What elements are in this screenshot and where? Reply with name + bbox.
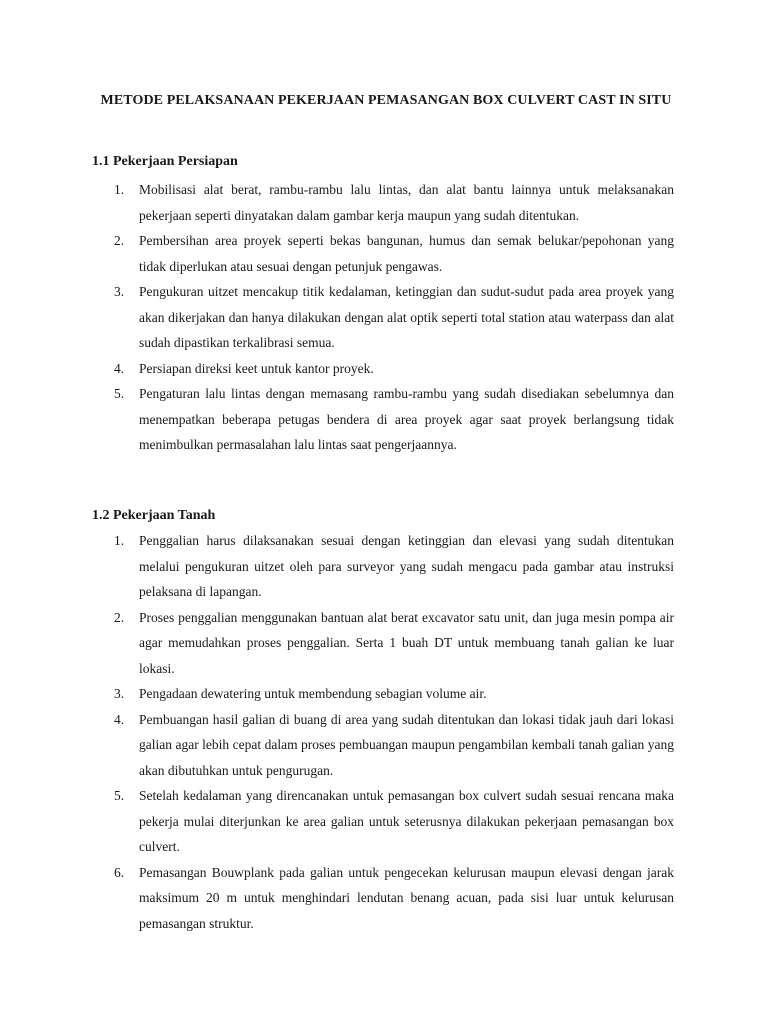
list-item-number: 2. [114, 233, 125, 248]
list-item-text: Proses penggalian menggunakan bantuan alat berat excavator satu unit, dan juga mesin pompa air agar memudahkan proses penggalian. Serta 1 buah DT untuk membuang tanah galian ke luar lokasi. [139, 609, 674, 676]
list-item-text: Pengadaan dewatering untuk membendung sebagian volume air. [139, 686, 487, 701]
list-item [92, 356, 674, 382]
list-item-text: Pengukuran uitzet mencakup titik kedalaman, ketinggian dan sudut-sudut pada area proyek yang akan dikerjakan dan hanya dilakukan dengan alat optik seperti total station atau waterpass dan alat sudah dipastikan terkalibrasi semua. [139, 284, 674, 350]
document-title: METODE PELAKSANAAN PEKERJAAN PEMASANGAN BOX CULVERT CAST IN SITU [100, 93, 672, 108]
list-item-number: 3. [114, 284, 125, 299]
list-item [92, 528, 674, 605]
list-item-number: 1. [114, 533, 125, 548]
list-item-number: 4. [114, 360, 125, 376]
list-persiapan [92, 177, 674, 458]
list-item-text: Setelah kedalaman yang direncanakan untuk pemasangan box culvert sudah sesuai rencana maka pekerja mulai diterjunkan ke area galian untuk seterusnya dilakukan pekerjaan pemasangan box culvert. [139, 788, 674, 854]
list-item-number: 3. [114, 686, 125, 701]
list-item-text: Pengaturan lalu lintas dengan memasang rambu-rambu yang sudah disediakan sebelumnya dan menempatkan beberapa petugas bendera di area proyek agar saat proyek berlangsung tidak menimbulkan permasalahan lalu lintas saat pengerjaannya. [139, 386, 674, 452]
list-item [92, 605, 674, 682]
section-heading-persiapan: 1.1 Pekerjaan Persiapan [92, 154, 238, 169]
list-item [92, 860, 674, 937]
list-item [92, 381, 674, 458]
section-heading-tanah: 1.2 Pekerjaan Tanah [92, 508, 216, 523]
list-tanah [92, 528, 674, 936]
list-item-text: Mobilisasi alat berat, rambu-rambu lalu lintas, dan alat bantu lainnya untuk melaksanakan pekerjaan seperti dinyatakan dalam gambar kerja maupun yang sudah ditentukan. [139, 182, 674, 223]
list-item-text: Penggalian harus dilaksanakan sesuai dengan ketinggian dan elevasi yang sudah ditentukan melalui pengukuran uitzet oleh para surveyor yang sudah mengacu pada gambar atau instruksi pelaksana di lapangan. [139, 533, 674, 599]
list-item-text: Pembersihan area proyek seperti bekas bangunan, humus dan semak belukar/pepohonan yang tidak diperlukan atau sesuai dengan petunjuk pengawas. [139, 233, 674, 274]
list-item-text: Persiapan direksi keet untuk kantor proyek. [139, 360, 374, 376]
list-item [92, 228, 674, 279]
list-item-number: 1. [114, 182, 125, 197]
list-item [92, 707, 674, 784]
list-item-number: 2. [114, 609, 125, 625]
list-item-number: 5. [114, 788, 125, 803]
list-item [92, 681, 674, 707]
list-item [92, 783, 674, 860]
list-item [92, 279, 674, 356]
list-item-text: Pembuangan hasil galian di buang di area yang sudah ditentukan dan lokasi tidak jauh dari lokasi galian agar lebih cepat dalam proses pembuangan maupun pengambilan kembali tanah galian yang akan dibutuhkan untuk pengurugan. [139, 711, 674, 778]
list-item-number: 5. [114, 386, 125, 401]
list-item-text: Pemasangan Bouwplank pada galian untuk pengecekan kelurusan maupun elevasi dengan jarak maksimum 20 m untuk menghindari lendutan benang acuan, pada sisi luar untuk kelurusan pemasangan struktur. [139, 864, 674, 931]
list-item-number: 4. [114, 711, 125, 727]
list-item [92, 177, 674, 228]
list-item-number: 6. [114, 864, 125, 880]
